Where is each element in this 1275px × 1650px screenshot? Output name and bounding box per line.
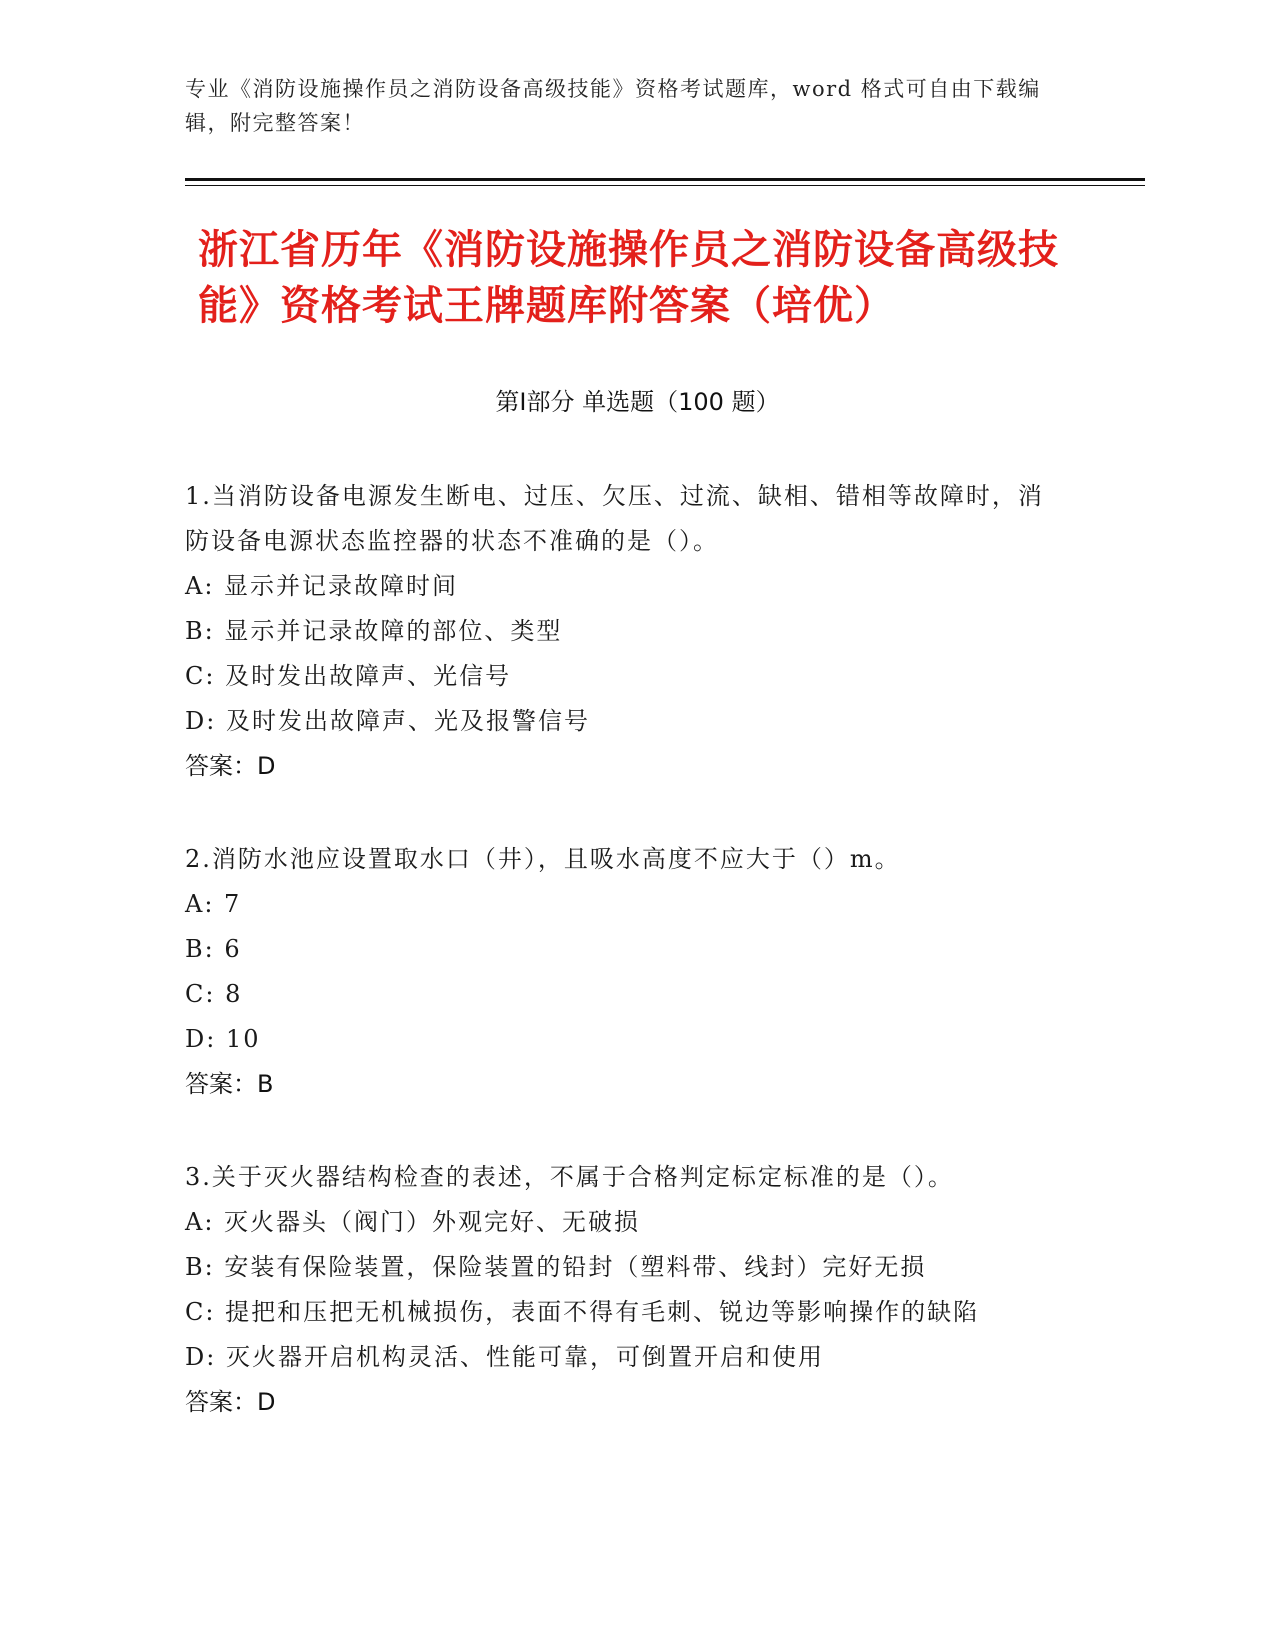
question-stem: 2.消防水池应设置取水口（井），且吸水高度不应大于（）m。 (185, 845, 901, 873)
option-c: C: 8 (185, 980, 243, 1008)
option-c: C: 及时发出故障声、光信号 (185, 662, 512, 690)
header-divider-thin (185, 185, 1145, 186)
option-d: D: 灭火器开启机构灵活、性能可靠，可倒置开启和使用 (185, 1343, 824, 1371)
answer-line: 答案：D (185, 1388, 276, 1416)
answer-line: 答案：B (185, 1070, 274, 1098)
answer-line: 答案：D (185, 752, 276, 780)
option-d: D: 及时发出故障声、光及报警信号 (185, 707, 590, 735)
document-title: 浙江省历年《消防设施操作员之消防设备高级技能》资格考试王牌题库附答案（培优） (198, 227, 1059, 329)
option-a: A: 显示并记录故障时间 (185, 572, 459, 600)
header-divider-thick (185, 178, 1145, 181)
option-a: A: 灭火器头（阀门）外观完好、无破损 (185, 1208, 641, 1236)
question-stem: 1.当消防设备电源发生断电、过压、欠压、过流、缺相、错相等故障时，消防设备电源状态监控器的状态不准确的是（）。 (185, 482, 1044, 555)
option-b: B: 显示并记录故障的部位、类型 (185, 617, 563, 645)
option-d: D: 10 (185, 1025, 261, 1053)
option-b: B: 安装有保险装置，保险装置的铅封（塑料带、线封）完好无损 (185, 1253, 927, 1281)
section-title: 第Ⅰ部分 单选题（100 题） (495, 388, 780, 416)
question-item (185, 474, 1085, 789)
option-a: A: 7 (185, 890, 242, 918)
question-item (185, 837, 1085, 1107)
question-item (185, 1155, 1085, 1425)
question-list (185, 474, 1085, 1473)
option-c: C: 提把和压把无机械损伤，表面不得有毛刺、锐边等影响操作的缺陷 (185, 1298, 980, 1326)
header-note: 专业《消防设施操作员之消防设备高级技能》资格考试题库，word 格式可自由下载编辑，附完整答案！ (185, 77, 1041, 135)
option-b: B: 6 (185, 935, 242, 963)
question-stem: 3.关于灭火器结构检查的表述，不属于合格判定标定标准的是（）。 (185, 1163, 954, 1191)
